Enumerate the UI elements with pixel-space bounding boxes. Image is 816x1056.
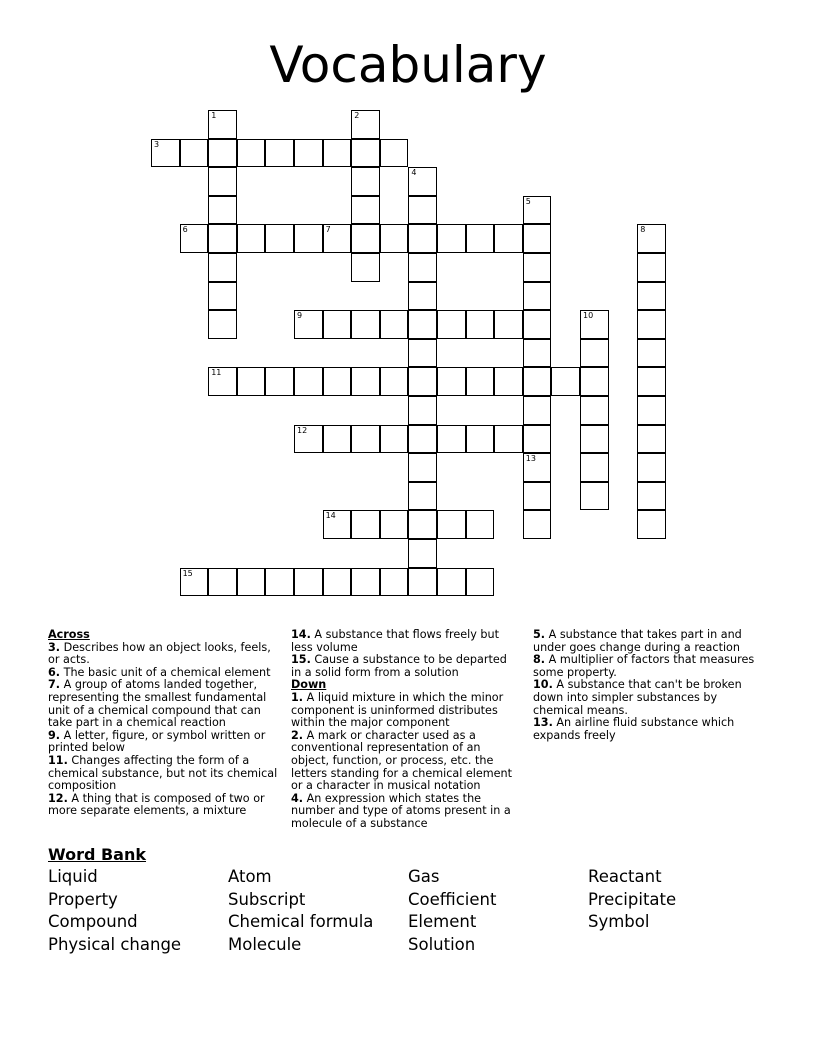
crossword-cell[interactable] <box>523 482 552 511</box>
crossword-cell[interactable] <box>637 253 666 282</box>
crossword-cell[interactable] <box>523 310 552 339</box>
crossword-cell[interactable] <box>437 367 466 396</box>
crossword-cell[interactable] <box>408 396 437 425</box>
crossword-cell[interactable] <box>208 282 237 311</box>
crossword-cell[interactable] <box>408 310 437 339</box>
crossword-cell[interactable] <box>294 139 323 168</box>
clue-across-11: 11. Changes affecting the form of a chemical substance, but not its chemical composition <box>48 753 278 793</box>
crossword-cell[interactable] <box>637 453 666 482</box>
crossword-cell[interactable] <box>637 224 666 253</box>
crossword-cell[interactable] <box>408 224 437 253</box>
page-title: Vocabulary <box>269 36 547 94</box>
crossword-cell[interactable] <box>494 310 523 339</box>
crossword-cell[interactable] <box>294 224 323 253</box>
crossword-cell[interactable] <box>351 196 380 225</box>
crossword-cell[interactable] <box>380 568 409 597</box>
crossword-cell[interactable] <box>208 568 237 597</box>
across-header: Across <box>48 628 90 641</box>
crossword-cell[interactable] <box>466 224 495 253</box>
crossword-cell[interactable] <box>466 425 495 454</box>
crossword-cell[interactable] <box>180 139 209 168</box>
clue-number: 10 <box>583 311 594 321</box>
crossword-cell[interactable] <box>523 510 552 539</box>
crossword-cell[interactable] <box>408 539 437 568</box>
word-bank-item: Liquid <box>48 867 98 886</box>
crossword-cell[interactable] <box>408 282 437 311</box>
crossword-cell[interactable] <box>637 339 666 368</box>
crossword-cell[interactable] <box>437 568 466 597</box>
crossword-cell[interactable] <box>523 425 552 454</box>
crossword-cell[interactable] <box>380 510 409 539</box>
clue-number: 4 <box>411 168 417 178</box>
crossword-cell[interactable] <box>494 425 523 454</box>
crossword-cell[interactable] <box>351 253 380 282</box>
clue-number: 9 <box>297 311 303 321</box>
crossword-cell[interactable] <box>323 224 352 253</box>
word-bank-item: Chemical formula <box>228 912 374 932</box>
crossword-cell[interactable] <box>637 310 666 339</box>
crossword-cell[interactable] <box>323 310 352 339</box>
crossword-cell[interactable] <box>437 510 466 539</box>
crossword-cell[interactable] <box>637 367 666 396</box>
crossword-cell[interactable] <box>408 367 437 396</box>
crossword-cell[interactable] <box>294 568 323 597</box>
crossword-cell[interactable] <box>466 510 495 539</box>
crossword-cell[interactable] <box>466 310 495 339</box>
clue-across-6: 6. The basic unit of a chemical element <box>48 665 271 679</box>
crossword-cell[interactable] <box>380 224 409 253</box>
clue-number: 13 <box>525 454 536 464</box>
crossword-cell[interactable] <box>380 367 409 396</box>
crossword-cell[interactable] <box>294 425 323 454</box>
crossword-cell[interactable] <box>265 367 294 396</box>
crossword-cell[interactable] <box>523 396 552 425</box>
crossword-cell[interactable] <box>323 510 352 539</box>
crossword-cell[interactable] <box>237 224 266 253</box>
clue-down-1: 1. A liquid mixture in which the minor component is uninformed distributes within the major component <box>291 690 504 730</box>
clues-column-3 <box>533 629 769 742</box>
crossword-cell[interactable] <box>637 282 666 311</box>
clue-number: 1 <box>211 111 217 120</box>
word-bank-item: Physical change <box>48 934 182 954</box>
crossword-cell[interactable] <box>380 139 409 168</box>
crossword-cell[interactable] <box>265 568 294 597</box>
crossword-cell[interactable] <box>494 367 523 396</box>
clue-down-4: 4. An expression which states the number and type of atoms present in a molecule of a substance <box>291 791 511 830</box>
clue-down-2: 2. A mark or character used as a conventional representation of an object, function, or process, etc. the letters standing for a chemical element or a character in musical notation <box>291 728 513 793</box>
crossword-cell[interactable] <box>466 568 495 597</box>
crossword-cell[interactable] <box>408 167 437 196</box>
crossword-cell[interactable] <box>208 367 237 396</box>
clue-across-9: 9. A letter, figure, or symbol written or printed below <box>48 728 266 755</box>
crossword-cell[interactable] <box>466 367 495 396</box>
crossword-cell[interactable] <box>637 425 666 454</box>
crossword-cell[interactable] <box>208 224 237 253</box>
down-header: Down <box>291 678 327 692</box>
crossword-cell[interactable] <box>323 568 352 597</box>
crossword-cell[interactable] <box>208 310 237 339</box>
clue-down-8: 8. A multiplier of factors that measures some property. <box>533 653 755 679</box>
clue-number: 14 <box>325 511 336 521</box>
crossword-cell[interactable] <box>408 568 437 597</box>
crossword-cell[interactable] <box>180 568 209 597</box>
crossword-cell[interactable] <box>523 282 552 311</box>
word-bank-item: Compound <box>48 912 138 932</box>
clue-across-3: 3. Describes how an object looks, feels, or acts. <box>48 640 271 667</box>
clues-column-2 <box>291 629 519 831</box>
crossword-cell[interactable] <box>437 425 466 454</box>
crossword-cell[interactable] <box>294 367 323 396</box>
crossword-cell[interactable] <box>151 139 180 168</box>
crossword-cell[interactable] <box>265 139 294 168</box>
clue-number: 6 <box>182 225 188 235</box>
crossword-cell[interactable] <box>408 510 437 539</box>
clue-number: 2 <box>354 111 360 120</box>
clues-column-1 <box>48 629 284 818</box>
clue-down-13: 13. An airline fluid substance which expands freely <box>533 716 735 742</box>
crossword-cell[interactable] <box>208 167 237 196</box>
crossword-cell[interactable] <box>523 253 552 282</box>
crossword-cell[interactable] <box>351 167 380 196</box>
clue-number: 11 <box>211 368 222 378</box>
crossword-cell[interactable] <box>180 224 209 253</box>
crossword-cell[interactable] <box>294 310 323 339</box>
word-bank-item: Subscript <box>228 889 306 909</box>
crossword-cell[interactable] <box>523 453 552 482</box>
crossword-cell[interactable] <box>408 253 437 282</box>
crossword-cell[interactable] <box>408 425 437 454</box>
clue-across-15: 15. Cause a substance to be departed in a solid form from a solution <box>291 653 507 679</box>
crossword-cell[interactable] <box>580 367 609 396</box>
crossword-cell[interactable] <box>637 482 666 511</box>
crossword-cell[interactable] <box>580 482 609 511</box>
crossword-cell[interactable] <box>580 425 609 454</box>
crossword-cell[interactable] <box>351 224 380 253</box>
crossword-cell[interactable] <box>351 139 380 168</box>
crossword-cell[interactable] <box>580 310 609 339</box>
crossword-cell[interactable] <box>380 425 409 454</box>
crossword-cell[interactable] <box>351 367 380 396</box>
clue-across-12: 12. A thing that is composed of two or more separate elements, a mixture <box>48 791 265 818</box>
clue-number: 8 <box>640 225 646 235</box>
crossword-cell[interactable] <box>323 425 352 454</box>
crossword-cell[interactable] <box>208 110 237 139</box>
crossword-cell[interactable] <box>408 196 437 225</box>
crossword-cell[interactable] <box>237 367 266 396</box>
clue-down-10: 10. A substance that can't be broken down into simpler substances by chemical means. <box>533 678 742 717</box>
word-bank-title: Word Bank <box>48 845 147 864</box>
clue-across-7: 7. A group of atoms landed together, representing the smallest fundamental unit of a chemical compound that can take part in a chemical reaction <box>48 678 267 730</box>
word-bank-item: Property <box>48 889 118 909</box>
crossword-cell[interactable] <box>208 196 237 225</box>
crossword-cell[interactable] <box>580 453 609 482</box>
crossword-cell[interactable] <box>265 224 294 253</box>
crossword-cell[interactable] <box>637 396 666 425</box>
crossword-cell[interactable] <box>208 139 237 168</box>
crossword-cell[interactable] <box>408 339 437 368</box>
crossword-cell[interactable] <box>351 568 380 597</box>
crossword-cell[interactable] <box>351 510 380 539</box>
word-bank-item: Element <box>408 912 477 932</box>
crossword-cell[interactable] <box>437 224 466 253</box>
clue-number: 3 <box>154 139 160 149</box>
crossword-cell[interactable] <box>408 482 437 511</box>
word-bank-item: Molecule <box>228 934 302 954</box>
clue-number: 5 <box>525 196 531 206</box>
crossword-cell[interactable] <box>351 425 380 454</box>
crossword-cell[interactable] <box>323 367 352 396</box>
crossword-cell[interactable] <box>523 339 552 368</box>
word-bank-item: Atom <box>228 867 272 886</box>
crossword-cell[interactable] <box>208 253 237 282</box>
word-bank-item: Gas <box>408 867 440 886</box>
clue-number: 7 <box>325 225 331 235</box>
crossword-cell[interactable] <box>380 310 409 339</box>
crossword-cell[interactable] <box>551 367 580 396</box>
word-bank-item: Precipitate <box>588 889 677 909</box>
crossword-cell[interactable] <box>351 110 380 139</box>
word-bank-item: Symbol <box>588 912 650 932</box>
crossword-cell[interactable] <box>580 396 609 425</box>
crossword-cell[interactable] <box>351 310 380 339</box>
crossword-cell[interactable] <box>637 510 666 539</box>
word-bank-item: Coefficient <box>408 889 497 909</box>
crossword-cell[interactable] <box>323 139 352 168</box>
crossword-cell[interactable] <box>523 367 552 396</box>
clue-across-14: 14. A substance that flows freely but less volume <box>291 628 499 654</box>
word-bank-item: Reactant <box>588 867 662 886</box>
crossword-cell[interactable] <box>408 453 437 482</box>
crossword-cell[interactable] <box>437 310 466 339</box>
clue-down-5: 5. A substance that takes part in and under goes change during a reaction <box>533 628 742 654</box>
crossword-cell[interactable] <box>523 196 552 225</box>
crossword-cell[interactable] <box>237 139 266 168</box>
clue-number: 12 <box>297 425 308 435</box>
word-bank-item: Solution <box>408 934 476 954</box>
crossword-cell[interactable] <box>523 224 552 253</box>
clue-number: 15 <box>182 568 193 578</box>
crossword-cell[interactable] <box>494 224 523 253</box>
crossword-cell[interactable] <box>237 568 266 597</box>
crossword-cell[interactable] <box>580 339 609 368</box>
